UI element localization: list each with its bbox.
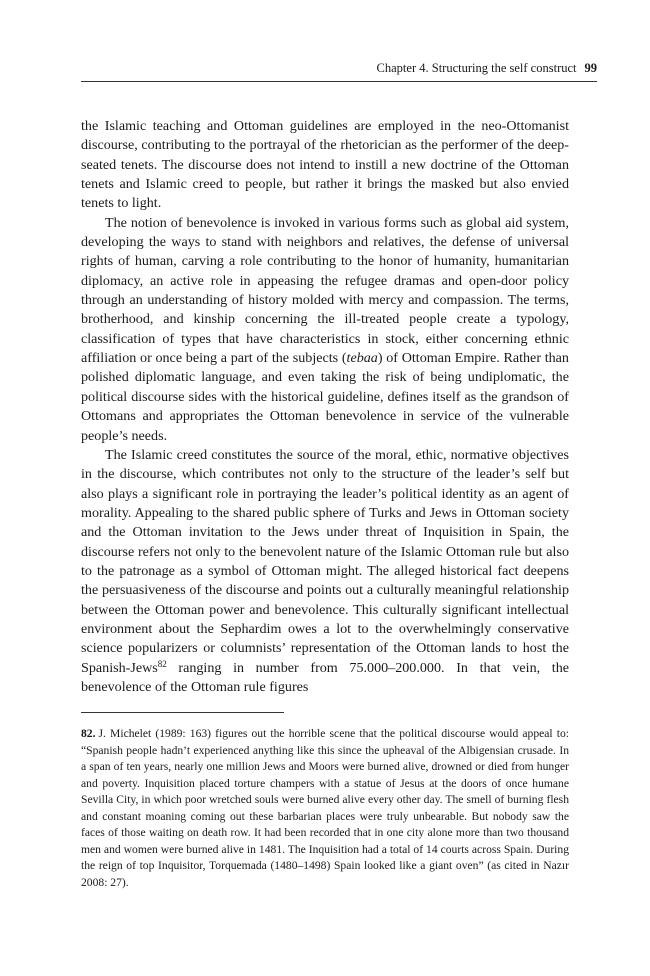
paragraph-2-text-a: The notion of benevolence is invoked in various forms such as global aid system, developing the ways to stand with neighbors and relatives, the defense of universal rights of human, carving a role contributing to the honor of humanity, humanitarian diplomacy, an active role in appeasing the refugee dramas and open-door policy through an understanding of history molded with mercy and compassion. The terms, brotherhood, and kinship concerning the ill-treated people create a typology, classification of types that have characteristics in stock, either concerning ethnic affiliation or once being a part of the subjects ( xyxy=(81,214,569,367)
italic-term: tebaa xyxy=(346,350,378,367)
body-text xyxy=(81,117,569,697)
footnote-rule xyxy=(81,712,284,713)
page-number: 99 xyxy=(584,61,597,75)
paragraph-1: the Islamic teaching and Ottoman guidelines are employed in the neo-Ottomanist discourse, contributing to the portrayal of the rhetorician as the performer of the deep-seated tenets. The discourse does not intend to instill a new doctrine of the Ottoman tenets and Islamic creed to people, but rather it brings the masked but also envied tenets to light. xyxy=(81,118,569,212)
paragraph-3-text-a: The Islamic creed constitutes the source of the moral, ethic, normative objectives in the discourse, which contributes not only to the structure of the leader’s self but also plays a significant role in portraying the leader’s political identity as an agent of morality. Appealing to the shared public sphere of Turks and Jews in Ottoman society and the Ottoman invitation to the Jews under threat of Inquisition in Spain, the discourse refers not only to the benevolent nature of the Islamic Ottoman rule but also to the patronage as a symbol of Ottoman might. The alleged historical fact deepens the persuasiveness of the discourse and points out a culturally meaningful relationship between the Ottoman power and benevolence. This culturally significant intellectual environment about the Sephardim owes a lot to the overwhelmingly conservative science popularizers or columnists’ representation of the Ottoman lands to host the Spanish-Jews xyxy=(81,446,569,676)
paragraph-3 xyxy=(81,446,569,697)
running-header xyxy=(81,60,597,76)
footnote-reference[interactable]: 82 xyxy=(157,658,167,669)
paragraph-3-text-b: ranging in number from 75.000–200.000. In that vein, the benevolence of the Ottoman rule figures xyxy=(81,659,569,695)
paragraph-2-text-b: ) of Ottoman Empire. Rather than polished diplomatic language, and even taking the risk of being undiplomatic, the political discourse sides with the historical guideline, defines itself as the grandson of Ottomans and appropriates the Ottoman benevolence in service of the vulnerable people’s needs. xyxy=(81,350,569,444)
footnote-text: J. Michelet (1989: 163) figures out the horrible scene that the political discourse would appeal to: “Spanish people hadn’t experienced anything like this since the upheaval of the Albigensian crusade. In a span of ten years, nearly one million Jews and Moors were burned alive, drowned or died from hunger and poverty. Inquisition placed torture champers with a statue of Jesus at the doors of once humane Sevilla City, in which poor wretched souls were burned alive every other day. The smell of burning flesh and constant moaning coming out these barbarian places were truly unbearable. But nobody saw the faces of those waiting on death row. It had been recorded that in one city alone more than two thousand men and women were burned alive in 1481. The Inquisition had a total of 14 courts across Spain. During the reign of top Inquisitor, Torquemada (1480–1498) Spain looked like a giant oven” (as cited in Nazır 2008: 27). xyxy=(81,727,569,889)
footnote-number: 82. xyxy=(81,727,96,740)
paragraph-2 xyxy=(81,214,569,446)
chapter-title: Chapter 4. Structuring the self construct xyxy=(376,61,577,75)
footnote xyxy=(81,726,569,891)
header-rule xyxy=(81,81,597,82)
